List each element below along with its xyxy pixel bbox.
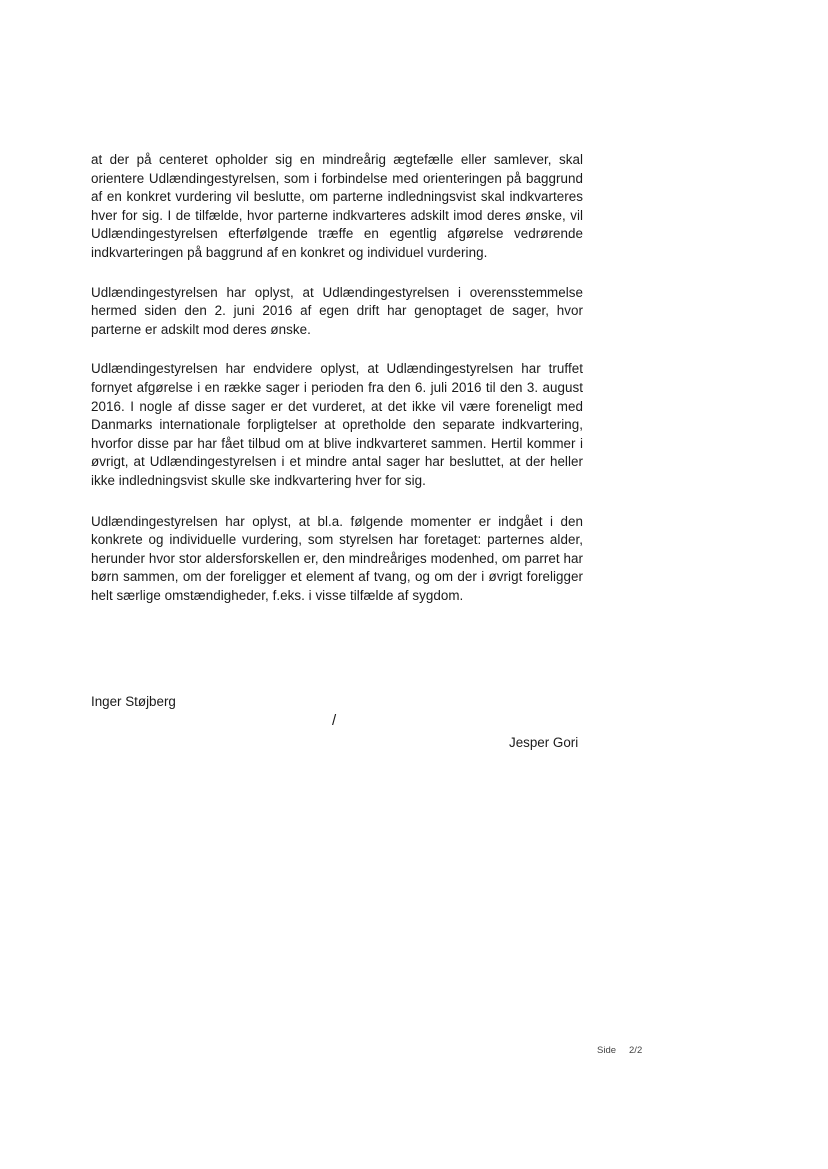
paragraph-2: Udlændingestyrelsen har oplyst, at Udlændingestyrelsen i overensstemmelse hermed siden den 2. juni 2016 af egen drift har genoptaget de sager, hvor parterne er adskilt mod deres ønske. [91,284,583,337]
paragraph-3: Udlændingestyrelsen har endvidere oplyst, at Udlændingestyrelsen har truffet fornyet afgørelse i en række sager i perioden fra den 6. juli 2016 til den 3. august 2016. I nogle af disse sager er det vurderet, at det ikke vil være foreneligt med Danmarks internationale forpligtelser at opretholde den separate indkvartering, hvorfor disse par har fået tilbud om at blive indkvarteret sammen. Hertil kommer i øvrigt, at Udlændingestyrelsen i et mindre antal sager har besluttet, at der heller ikke indledningsvist skulle ske indkvartering hver for sig. [91,361,583,488]
page-number: 2/2 [629,1045,643,1056]
document-body [91,151,583,627]
paragraph-4: Udlændingestyrelsen har oplyst, at bl.a. følgende momenter er indgået i den konkrete og individuelle vurdering, som styrelsen har foretaget: parternes alder, herunder hvor stor aldersforskellen er, den mindreåriges modenhed, om parret har børn sammen, om der foreligger et element af tvang, og om der i øvrigt foreligger helt særlige omstændigheder, f.eks. i visse tilfælde af sygdom. [91,513,583,603]
page-label: Side [597,1045,617,1056]
signature-left: Inger Støjberg [91,694,176,709]
signature-separator: / [332,712,337,729]
paragraph-1: at der på centeret opholder sig en mindreårig ægtefælle eller samlever, skal orientere Udlændingestyrelsen, som i forbindelse med orienteringen på baggrund af en konkret vurdering vil beslutte, om parterne indledningsvist skal indkvarteres hver for sig. I de tilfælde, hvor parterne indkvarteres adskilt imod deres ønske, vil Udlændingestyrelsen efterfølgende træffe en egentlig afgørelse vedrørende indkvarteringen på baggrund af en konkret og individuel vurdering. [91,152,583,260]
signature-right: Jesper Gori [509,735,579,750]
page-number-footer [597,1045,642,1057]
